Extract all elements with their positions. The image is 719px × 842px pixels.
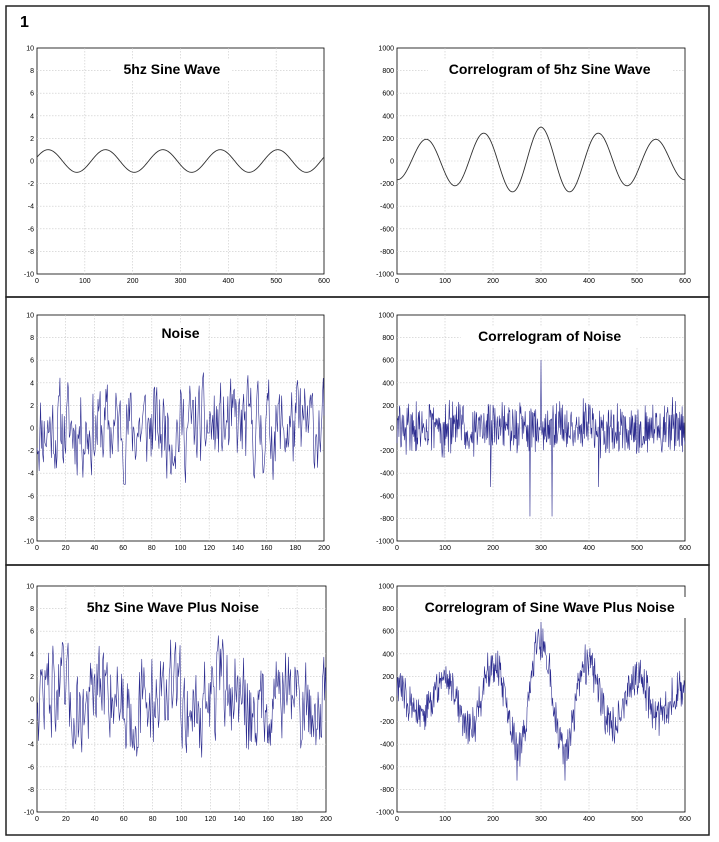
x-tick-label: 500 [631,545,643,552]
x-tick-label: 0 [35,278,39,285]
x-tick-label: 0 [35,545,39,552]
x-tick-label: 200 [487,545,499,552]
chart-panel-5 [24,584,332,824]
x-tick-label: 300 [535,545,547,552]
x-tick-label: 140 [233,816,246,823]
x-tick-label: 100 [439,545,451,552]
x-tick-label: 20 [61,545,70,552]
chart-title: 5hz Sine Wave [123,61,221,77]
y-tick-label: -400 [379,470,394,478]
x-tick-label: 100 [78,278,91,285]
y-tick-label: -2 [27,181,34,189]
chart-panel-1 [24,46,330,286]
x-tick-label: 500 [270,278,283,285]
y-tick-label: -600 [379,226,394,234]
x-tick-label: 200 [487,278,499,285]
x-tick-label: 600 [679,816,691,823]
x-tick-label: 180 [289,545,302,552]
y-tick-label: -200 [379,181,394,189]
x-tick-label: 400 [222,278,235,285]
y-tick-label: -6 [27,226,34,234]
y-tick-label: 10 [26,45,34,53]
x-tick-label: 100 [439,278,451,285]
x-tick-label: 120 [203,545,216,552]
x-tick-label: 20 [62,816,70,823]
y-tick-label: 0 [390,158,394,166]
y-tick-label: 2 [30,135,34,143]
x-tick-label: 180 [291,816,303,823]
y-tick-label: 10 [26,312,34,320]
x-tick-label: 40 [90,545,99,552]
y-tick-label: -8 [27,248,34,256]
y-tick-label: 400 [382,380,394,388]
chart-panel-4 [376,313,691,553]
x-tick-label: 60 [119,545,127,552]
x-tick-label: 0 [395,816,399,823]
y-tick-label: 4 [30,380,34,388]
y-tick-label: -2 [27,448,34,456]
y-tick-label: 6 [30,357,34,365]
y-tick-label: -800 [379,786,394,794]
chart-panel-2 [376,46,691,286]
y-tick-label: 8 [30,335,34,343]
y-tick-label: -4 [27,741,34,749]
y-tick-label: 0 [390,425,394,433]
x-tick-label: 400 [583,816,595,823]
y-tick-label: 1000 [378,583,394,591]
chart-title: Correlogram of Sine Wave Plus Noise [424,599,675,615]
x-tick-label: 400 [583,278,595,285]
y-tick-label: -200 [379,719,394,727]
x-tick-label: 100 [175,816,188,823]
y-tick-label: -4 [27,203,34,211]
y-tick-label: 600 [382,357,394,365]
x-tick-label: 200 [318,545,330,552]
y-tick-label: 800 [382,68,394,76]
chart-panel-3 [24,313,330,553]
y-tick-label: -600 [379,493,394,501]
x-tick-label: 500 [631,816,643,823]
x-tick-label: 60 [119,816,128,823]
y-tick-label: 4 [30,651,34,659]
y-tick-label: 2 [30,402,34,410]
y-tick-label: -8 [27,786,34,794]
y-tick-label: -400 [379,203,394,211]
y-tick-label: -200 [379,448,394,456]
x-tick-label: 600 [318,278,330,285]
y-tick-label: -800 [379,515,394,523]
x-tick-label: 0 [395,278,399,285]
y-tick-label: -10 [23,538,34,546]
y-tick-label: -10 [23,809,34,817]
x-tick-label: 100 [439,816,451,823]
chart-title: 5hz Sine Wave Plus Noise [86,599,259,615]
x-tick-label: 40 [90,816,99,823]
y-tick-label: -600 [379,764,394,772]
y-tick-label: 10 [26,583,34,591]
y-tick-label: -1000 [376,538,394,546]
y-tick-label: 0 [30,158,34,166]
y-tick-label: 600 [382,628,394,636]
y-tick-label: 400 [382,651,394,659]
y-tick-label: -800 [379,248,394,256]
y-tick-label: 200 [382,135,394,143]
y-tick-label: 2 [30,673,34,681]
y-tick-label: 800 [382,606,394,614]
chart-title: Correlogram of 5hz Sine Wave [448,61,651,77]
x-tick-label: 100 [174,545,187,552]
y-tick-label: 0 [30,425,34,433]
y-tick-label: 200 [382,673,394,681]
y-tick-label: -4 [27,470,34,478]
figure-label: 1 [20,14,29,31]
y-tick-label: 0 [390,696,394,704]
y-tick-label: 8 [30,606,34,614]
y-tick-label: -10 [23,271,34,279]
x-tick-label: 400 [583,545,595,552]
y-tick-label: 0 [30,696,34,704]
y-tick-label: 200 [382,402,394,410]
x-tick-label: 200 [320,816,332,823]
x-tick-label: 140 [232,545,244,552]
x-tick-label: 160 [260,545,273,552]
y-tick-label: 400 [382,113,394,121]
x-tick-label: 160 [262,816,275,823]
x-tick-label: 300 [535,278,547,285]
chart-panel-6 [376,584,700,824]
y-tick-label: -6 [27,493,34,501]
x-tick-label: 120 [204,816,217,823]
x-tick-label: 0 [395,545,399,552]
x-tick-label: 600 [679,545,691,552]
x-tick-label: 200 [487,816,499,823]
x-tick-label: 500 [631,278,643,285]
chart-title: Correlogram of Noise [478,328,622,344]
y-tick-label: 8 [30,68,34,76]
y-tick-label: 6 [30,90,34,98]
y-tick-label: 4 [30,113,34,121]
y-tick-label: 1000 [378,45,394,53]
y-tick-label: -6 [27,764,34,772]
y-tick-label: 1000 [378,312,394,320]
x-tick-label: 300 [174,278,187,285]
y-tick-label: 6 [30,628,34,636]
y-tick-label: -400 [379,741,394,749]
y-tick-label: 600 [382,90,394,98]
x-tick-label: 200 [126,278,139,285]
y-tick-label: -1000 [376,809,394,817]
y-tick-label: -1000 [376,271,394,279]
x-tick-label: 300 [535,816,547,823]
x-tick-label: 0 [35,816,39,823]
y-tick-label: -2 [27,719,34,727]
y-tick-label: -8 [27,515,34,523]
chart-title: Noise [161,325,200,341]
x-tick-label: 600 [679,278,691,285]
x-tick-label: 80 [147,545,156,552]
x-tick-label: 80 [148,816,157,823]
y-tick-label: 800 [382,335,394,343]
